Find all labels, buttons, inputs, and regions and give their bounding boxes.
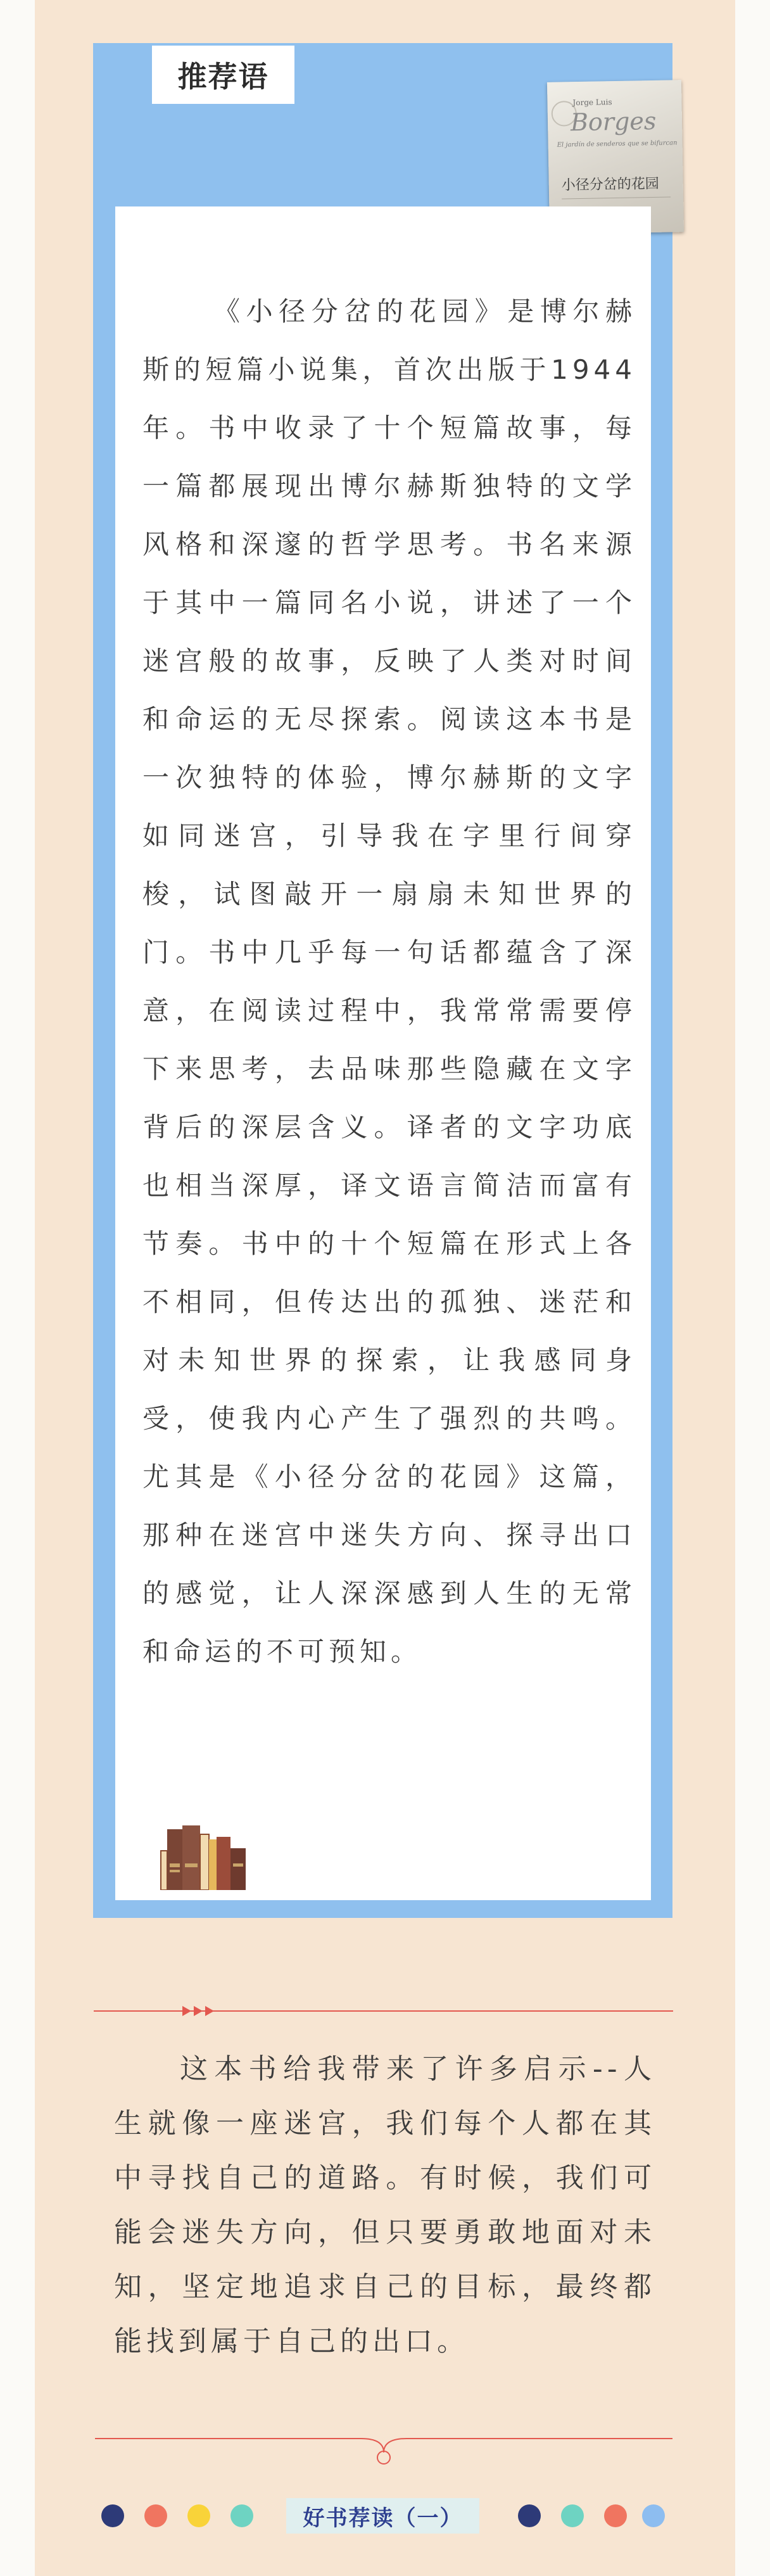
bottom-divider: [95, 2435, 672, 2473]
cover-rule: [562, 196, 671, 199]
recommendation-tag: 推荐语: [152, 46, 294, 104]
footer-label: 好书荐读（一）: [286, 2498, 479, 2534]
dot-teal-icon: [230, 2504, 253, 2527]
dot-navy-icon: [101, 2504, 124, 2527]
footer-row: [101, 2498, 665, 2534]
dot-coral-icon: [604, 2504, 627, 2527]
closing-paragraph: 这本书给我带来了许多启示--人生就像一座迷宫，我们每个人都在其中寻找自己的道路。有时候，我们可能会迷失方向，但只要勇敢地面对未知，坚定地追求自己的目标，最终都能找到属于自己的出口。: [114, 2053, 656, 2357]
cover-title: 小径分岔的花园: [561, 175, 659, 194]
cover-author-firstname: Jorge Luis: [572, 98, 612, 108]
dot-lightblue-icon: [642, 2504, 665, 2527]
dot-coral-icon: [144, 2504, 167, 2527]
cover-subtitle: El jardín de senderos que se bifurcan: [557, 139, 678, 149]
dot-yellow-icon: [187, 2504, 210, 2527]
cover-author: Borges: [570, 106, 657, 137]
books-icon: [152, 1825, 253, 1890]
section-divider: [94, 2003, 673, 2019]
dot-navy-icon: [518, 2504, 541, 2527]
recommendation-body: 《小径分岔的花园》是博尔赫斯的短篇小说集，首次出版于1944年。书中收录了十个短篇故事，每一篇都展现出博尔赫斯独特的文学风格和深邃的哲学思考。书名来源于其中一篇同名小说，讲述了一个迷宫般的故事，反映了人类对时间和命运的无尽探索。阅读这本书是一次独特的体验，博尔赫斯的文字如同迷宫，引导我在字里行间穿梭，试图敲开一扇扇未知世界的门。书中几乎每一句话都蕴含了深意，在阅读过程中，我常常需要停下来思考，去品味那些隐藏在文字背后的深层含义。译者的文字功底也相当深厚，译文语言简洁而富有节奏。书中的十个短篇在形式上各不相同，但传达出的孤独、迷茫和对未知世界的探索，让我感同身受，使我内心产生了强烈的共鸣。尤其是《小径分岔的花园》这篇，那种在迷宫中迷失方向、探寻出口的感觉，让人深深感到人生的无常和命运的不可预知。: [142, 296, 636, 1667]
dot-teal-icon: [561, 2504, 584, 2527]
